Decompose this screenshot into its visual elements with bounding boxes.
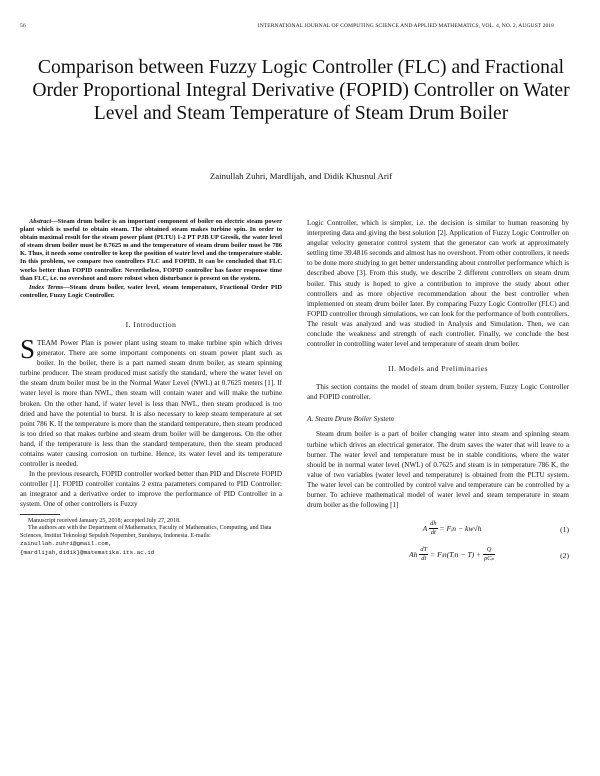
- abstract: [20, 218, 282, 283]
- footnote-affiliation-text: The authors are with the Department of Mathematics, Faculty of Mathematics, Computing, and Data Sciences, Institut Teknologi Sepuluh Nopember, Surabaya, Indonesia. E-mails:: [20, 525, 272, 539]
- journal-title: INTERNATIONAL JOURNAL OF COMPUTING SCIENCE AND APPLIED MATHEMATICS, VOL. 4, NO. 2, AUGUST 2018: [257, 23, 554, 29]
- steam-drum-paragraph: Steam drum boiler is a part of boiler changing water into steam and spinning steam turbine which drives an electrical generator. The drum saves the water that will leave to a burner. The water level and temperature must be in stable conditions, where the water should be in normal water level (NWL) of 0.7625 and steam is in temperature 786 K, the value of two variables (water level and temperature) is obtained from the PLTU system. The water level can be controlled by control valve and temperature can be controlled by a burner. To achieve mathematical model of water level and steam temperature in steam drum boiler as the following [1]: [307, 430, 569, 510]
- index-terms-text: —Steam drum boiler, water level, steam temperature, Fractional Order PID controller, Fuzzy Logic Controller.: [20, 283, 282, 299]
- abstract-text: —Steam drum boiler is an important component of boiler on electric steam power plant which is useful to obtain steam. The obtained steam makes turbine spin. In order to obtain maximal result for the steam power plant (PLTU) 1-2 PT PJB UP Gresik, the water level of steam drum boiler must be 0.7625 m and the temperature of steam drum boiler must be 786 K. Thus, it needs some controller to keep the position of water level and the temperature stable. In this problem, we compare two controllers FLC and FOPID. It can be concluded that FLC works better than FOPID controller. Nevertheless, FOPID controller has faster response time than FLC, i.e. no overshoot and more robust when disturbance is present on the system.: [20, 218, 282, 282]
- intro-paragraph-1-text: TEAM Power Plan is power plant using steam to make turbine spin which drives generator. There are some important components on steam power plant such as boiler. In the boiler, there is a part named steam drum boiler, as steam spinning turbine producer. The steam produced must satisfy the standard, where the water level on the steam drum boiler must be in the Normal Water Level (NWL) at 0.7625 meters [1]. If water level is more than NWL, then steam will contain water and will make the turbine broken. On the other hand, if water level is less than NWL, then steam produced is too dried and have the potential to burst. It is also necessary to keep steam temperature at set point 786 K. If the temperature is more than the standard temperature, then steam produced is too dried so that makes turbine and steam drum boiler will be dangerous. On the other hand, if the temperature is less than the standard temperature, then the steam produced contains water causing corrosion on turbine. Hence, its water level and its temperature controller is needed.: [20, 338, 282, 469]
- eq1-derivative: $\frac{dh}{dt}$: [430, 520, 437, 537]
- index-terms: [20, 284, 282, 300]
- abstract-label: Abstract: [29, 218, 52, 225]
- intro-continuation: Logic Controller, which is simpler, i.e. the decision is similar to human reasoning by interpreting data and giving the best solution [2]. Application of Fuzzy Logic Controller on angular velocity generator control system that the generator can work at approximately settling time 39.4816 seconds and almost has no overshoot. From other controllers, it needs to be done more studying to get better understanding about controller performance which is described above [3]. From this study, we describe 2 different controllers on steam drum boiler. This study is hoped to give a contribution to improve the study about other controllers and as more objective recommendation about the best controller when implemented on steam drum boiler later. By comparing Fuzzy Logic Controller (FLC) and FOPID controller through simulations, we can look for the performance of both controllers. The result was analyzed and was studied in Analysis and Simulation. Then, we can conclude the weakness and strength of each controller. Finally, we conclude the best controller in controlling water level and temperature of steam drum boiler.: [307, 219, 569, 349]
- running-head: [20, 23, 554, 33]
- left-column: [20, 218, 282, 558]
- footnote-rule: [20, 514, 60, 515]
- eq2-heat-term: $\frac{Q}{\text{ρCₚ}}$: [484, 546, 494, 563]
- email-link-2[interactable]: {mardlijah,didik}@matematika.its.ac.id: [20, 548, 155, 556]
- equation-1: A $\frac{dh}{dt}$ = Fᵢn − kw√h (1): [422, 520, 569, 537]
- subsection-heading-steam-drum: A. Steam Drum Boiler System: [307, 414, 394, 424]
- equation-number-1: (1): [560, 525, 569, 535]
- author-list: Zainullah Zuhri, Mardlijah, and Didik Khusnul Arif: [209, 171, 393, 181]
- footnote-received: Manuscript received January 25, 2018; accepted July 27, 2018.: [28, 517, 181, 524]
- equation-number-2: (2): [560, 551, 569, 561]
- paper-title: Comparison between Fuzzy Logic Controller (FLC) and Fractional Order Proportional Integral Derivative (FOPID) Controller on Water Level and Steam Temperature of Steam Drum Boiler: [32, 57, 570, 124]
- page-number: 56: [20, 23, 26, 29]
- models-intro: This section contains the model of steam drum boiler system, Fuzzy Logic Controller and FOPID controller.: [307, 383, 569, 402]
- eq2-derivative: $\frac{dT}{dt}$: [420, 546, 428, 563]
- intro-paragraph-2: In the previous research, FOPID controller worked better than PID and Discrete FOPID controller [1]. FOPID controller contains 2 extra parameters compared to PID Controller: an integrator and a derivative order to improve the performance of PID Controller in a system. One of other controllers is Fuzzy: [20, 470, 282, 509]
- footnote-email-2: [20, 549, 282, 558]
- right-column: [307, 218, 569, 568]
- intro-paragraph-1: [20, 333, 282, 469]
- footnote-affiliation: [20, 525, 282, 549]
- index-terms-label: Index Terms: [29, 283, 64, 291]
- section-heading-models: II. Models and Preliminaries: [388, 364, 488, 374]
- section-heading-introduction: I. Introduction: [125, 319, 177, 329]
- equation-2: Ah $\frac{dT}{dt}$ = Fᵢn(Tᵢn − T) + $\frac{Q}{\text{ρCₚ}}$ (2): [409, 546, 569, 563]
- email-link[interactable]: zainullah.zuhri@gmail.com,: [20, 540, 112, 548]
- drop-cap: S: [20, 333, 36, 364]
